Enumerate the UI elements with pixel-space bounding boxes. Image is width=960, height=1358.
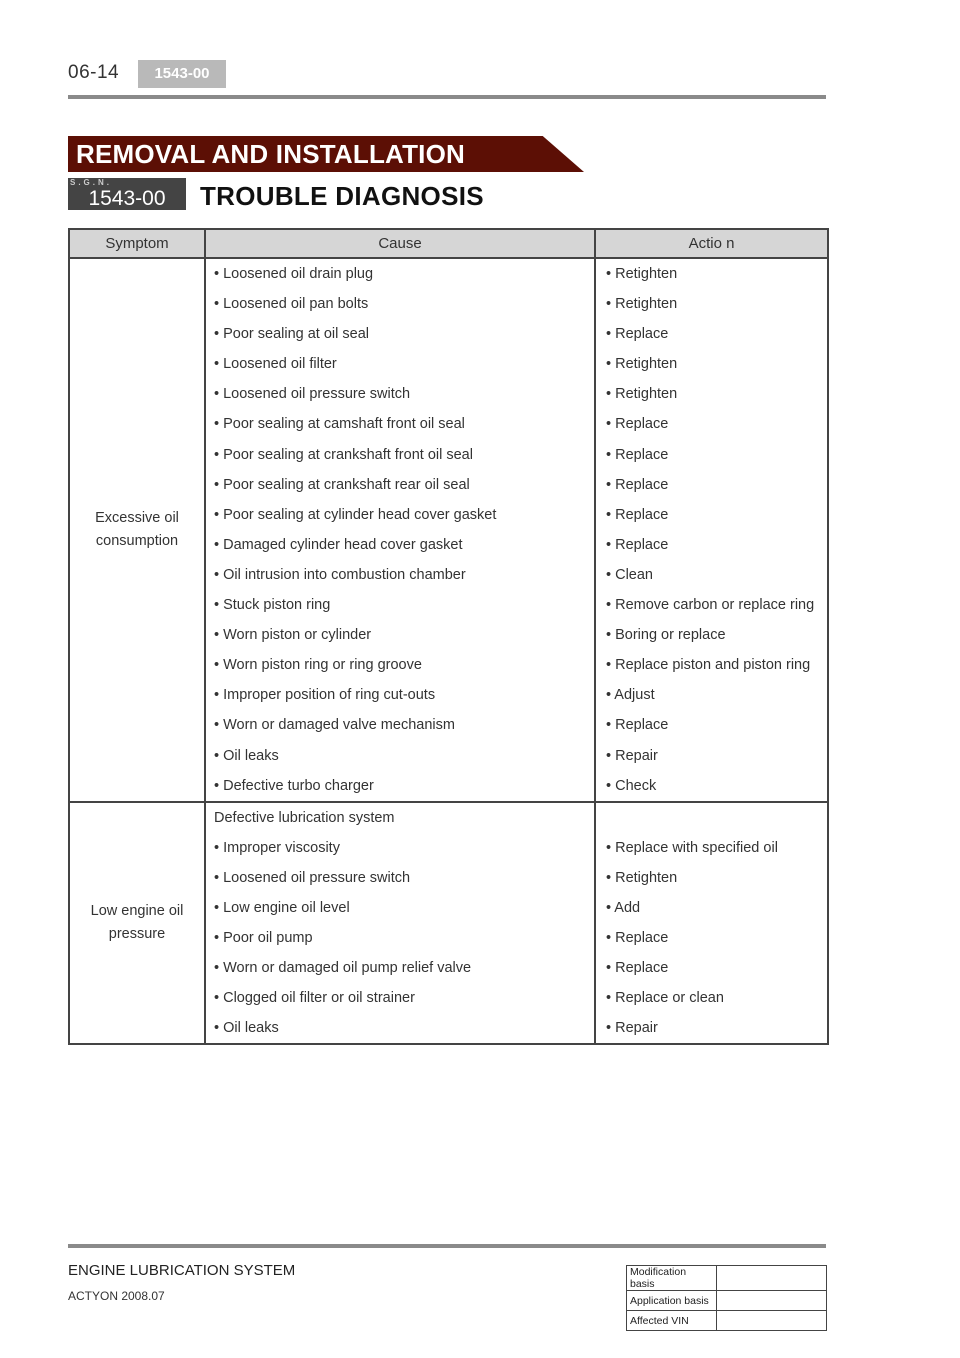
footer-model: ACTYON 2008.07 (68, 1289, 165, 1303)
cause-item: • Loosened oil pressure switch (214, 386, 411, 403)
table-row (69, 802, 828, 1045)
cause-item: • Stuck piston ring (214, 597, 331, 614)
info-value (717, 1266, 827, 1291)
section-title: TROUBLE DIAGNOSIS (200, 181, 484, 211)
action-item: • Remove carbon or replace ring (606, 597, 815, 614)
action-item: • Replace piston and piston ring (606, 657, 811, 674)
header-action: Actio n (595, 229, 828, 258)
modification-info-table (626, 1265, 827, 1331)
sgn-code: 1543-00 (88, 187, 166, 210)
action-item: • Replace (606, 416, 669, 433)
action-item: • Replace with specified oil (606, 839, 778, 856)
cause-item: • Loosened oil filter (214, 356, 337, 373)
footer-divider (68, 1244, 826, 1248)
action-item: • Repair (606, 1020, 658, 1037)
cause-cell (205, 802, 595, 1045)
cause-item: • Improper viscosity (214, 839, 340, 856)
trouble-diagnosis-table (68, 228, 829, 1045)
action-item: • Repair (606, 747, 658, 764)
cause-item: • Worn or damaged oil pump relief valve (214, 960, 472, 977)
action-item: • Check (606, 777, 657, 794)
action-item: • Retighten (606, 386, 678, 403)
page-number: 06-14 (68, 62, 120, 83)
action-item: • Add (606, 899, 641, 916)
cause-cell (205, 258, 595, 802)
action-cell (595, 802, 828, 1045)
action-item: • Retighten (606, 266, 678, 282)
action-item: • Retighten (606, 356, 678, 373)
action-item: • Adjust (606, 687, 655, 704)
cause-item: • Oil leaks (214, 1020, 279, 1037)
cause-item: • Poor sealing at crankshaft front oil seal (214, 446, 473, 463)
cause-item: • Poor oil pump (214, 930, 313, 947)
action-item: • Replace (606, 930, 669, 947)
table-row (69, 258, 828, 802)
cause-item: • Clogged oil filter or oil strainer (214, 990, 415, 1007)
cause-item: • Poor sealing at camshaft front oil seal (214, 416, 465, 433)
symptom-cell (69, 258, 205, 802)
cause-item: • Poor sealing at cylinder head cover gasket (214, 506, 497, 523)
cause-item: • Oil leaks (214, 747, 279, 764)
symptom-text: Low engine oil pressure (90, 903, 184, 943)
info-row (627, 1266, 827, 1291)
action-item: • Boring or replace (606, 627, 726, 644)
symptom-cell (69, 802, 205, 1045)
header-cause: Cause (205, 229, 595, 258)
cause-item: • Loosened oil pan bolts (214, 296, 369, 313)
cause-item: • Poor sealing at crankshaft rear oil seal (214, 476, 470, 493)
header-divider (68, 95, 826, 99)
action-item: • Replace (606, 476, 669, 493)
action-item: • Replace (606, 326, 669, 343)
action-item (596, 803, 827, 833)
info-label: Application basis (627, 1291, 717, 1311)
footer-chapter-title: ENGINE LUBRICATION SYSTEM (68, 1262, 296, 1279)
cause-item: • Improper position of ring cut-outs (214, 687, 436, 704)
section-code-tab: 1543-00 (138, 60, 226, 88)
cause-item: • Oil intrusion into combustion chamber (214, 566, 466, 583)
info-label: Modification basis (627, 1266, 717, 1291)
cause-item: Defective lubrication system (214, 809, 395, 826)
action-item: • Clean (606, 566, 653, 583)
cause-item: • Poor sealing at oil seal (214, 326, 369, 343)
cause-item: • Low engine oil level (214, 899, 350, 916)
info-row (627, 1291, 827, 1311)
info-value (717, 1291, 827, 1311)
cause-item: • Defective turbo charger (214, 777, 374, 794)
action-item: • Replace (606, 960, 669, 977)
info-value (717, 1311, 827, 1331)
cause-item: • Worn piston or cylinder (214, 627, 372, 644)
sgn-label: S.G.N. (70, 178, 113, 187)
action-item: • Replace (606, 536, 669, 553)
action-cell (595, 258, 828, 802)
table-header-row (69, 229, 828, 258)
action-item: • Replace (606, 717, 669, 734)
cause-item: • Worn or damaged valve mechanism (214, 717, 455, 734)
banner-title: REMOVAL AND INSTALLATION (76, 139, 465, 169)
cause-item: • Loosened oil pressure switch (214, 869, 411, 886)
header-symptom: Symptom (69, 229, 205, 258)
action-item: • Replace (606, 446, 669, 463)
action-item: • Retighten (606, 296, 678, 313)
action-item: • Replace (606, 506, 669, 523)
cause-item: • Loosened oil drain plug (214, 266, 374, 282)
symptom-text: Excessive oil consumption (95, 509, 179, 549)
cause-item: • Worn piston ring or ring groove (214, 657, 422, 674)
info-row (627, 1311, 827, 1331)
cause-item: • Damaged cylinder head cover gasket (214, 536, 463, 553)
action-item: • Replace or clean (606, 990, 724, 1007)
info-label: Affected VIN (627, 1311, 717, 1331)
action-item: • Retighten (606, 869, 678, 886)
